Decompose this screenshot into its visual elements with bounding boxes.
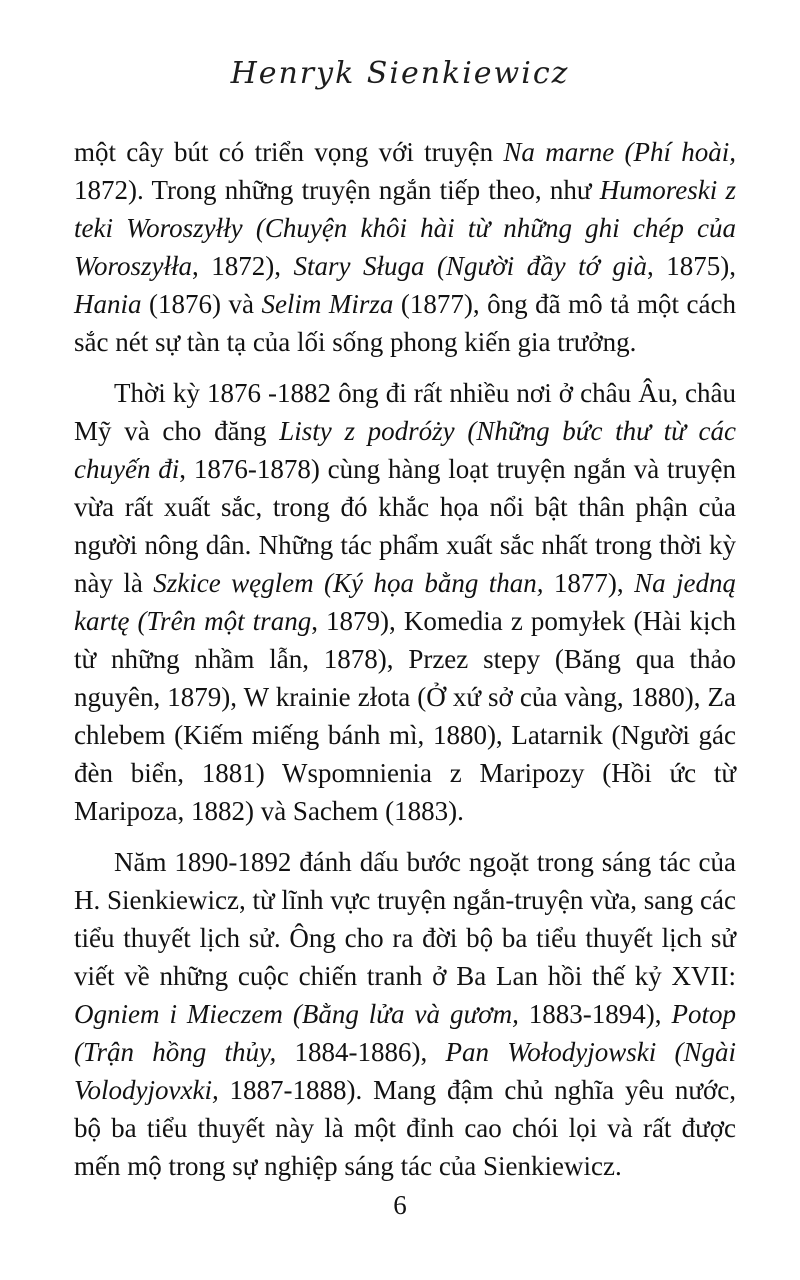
- book-title-segment: Humoreski z teki Woroszyłły (Chuyện khôi hài từ những ghi chép của Woroszyłła: [74, 175, 736, 281]
- book-title-segment: Szkice węglem (Ký họa bằng than,: [153, 568, 544, 598]
- text-segment: (1877), ông đã mô tả một cách sắc nét sự tàn tạ của lối sống phong kiến gia trưởng.: [74, 289, 736, 357]
- text-segment: , 1876-1878) cùng hàng loạt truyện ngắn và truyện vừa rất xuất sắc, trong đó khắc họa nổi bật thân phận của người nông dân. Những tác phẩm xuất sắc nhất trong thời kỳ này là: [74, 454, 737, 598]
- body-text: [74, 133, 736, 1198]
- text-segment: , 1875),: [647, 251, 736, 281]
- text-segment: 1883-1894),: [518, 999, 672, 1029]
- text-segment: 1884-1886),: [276, 1037, 446, 1067]
- page-number: 6: [393, 1190, 407, 1220]
- book-title-segment: Listy z podróży (Những bức thư từ các chuyến đi: [74, 416, 736, 484]
- paragraph: [74, 374, 736, 830]
- text-segment: , 1872),: [192, 251, 294, 281]
- text-segment: (1876) và: [141, 289, 262, 319]
- paragraph: [74, 133, 736, 361]
- running-header-author: Henryk Sienkiewicz: [230, 56, 570, 91]
- book-title-segment: Pan Wołodyjowski (Ngài Volodyjovxki,: [74, 1037, 736, 1105]
- text-segment: 1872). Trong những truyện ngắn tiếp theo, như: [74, 175, 600, 205]
- book-title-segment: Potop (Trận hồng thủy,: [74, 999, 736, 1067]
- book-title-segment: Selim Mirza: [261, 289, 394, 319]
- book-title-segment: Na marne (Phí hoài,: [503, 137, 736, 167]
- paragraph: [74, 843, 736, 1185]
- text-segment: 1877),: [543, 568, 635, 598]
- book-title-segment: Stary Sługa (Người đầy tớ già: [293, 251, 648, 281]
- text-segment: Năm 1890-1892 đánh dấu bước ngoặt trong sáng tác của H. Sienkiewicz, từ lĩnh vực truyện ngắn-truyện vừa, sang các tiểu thuyết lịch sử. Ông cho ra đời bộ ba tiểu thuyết lịch sử viết về những cuộc chiến tranh ở Ba Lan hồi thế kỷ XVII:: [74, 847, 736, 991]
- text-segment: 1887-1888). Mang đậm chủ nghĩa yêu nước, bộ ba tiểu thuyết này là một đỉnh cao chói lọi và rất được mến mộ trong sự nghiệp sáng tác của Sienkiewicz.: [74, 1075, 736, 1181]
- text-segment: Thời kỳ 1876 -1882 ông đi rất nhiều nơi ở châu Âu, châu Mỹ và cho đăng: [74, 378, 736, 446]
- book-title-segment: Na jedną kartę (Trên một trang: [74, 568, 736, 636]
- text-segment: , 1879), Komedia z pomyłek (Hài kịch từ những nhầm lẫn, 1878), Przez stepy (Băng qua thảo nguyên, 1879), W krainie złota (Ở xứ sở của vàng, 1880), Za chlebem (Kiếm miếng bánh mì, 1880), Latarnik (Người gác đèn biển, 1881) Wspomnienia z Maripozy (Hồi ức từ Maripoza, 1882) và Sachem (1883).: [74, 606, 736, 826]
- text-segment: một cây bút có triển vọng với truyện: [74, 137, 504, 167]
- book-title-segment: Hania: [74, 289, 142, 319]
- book-title-segment: Ogniem i Mieczem (Bằng lửa và gươm,: [74, 999, 519, 1029]
